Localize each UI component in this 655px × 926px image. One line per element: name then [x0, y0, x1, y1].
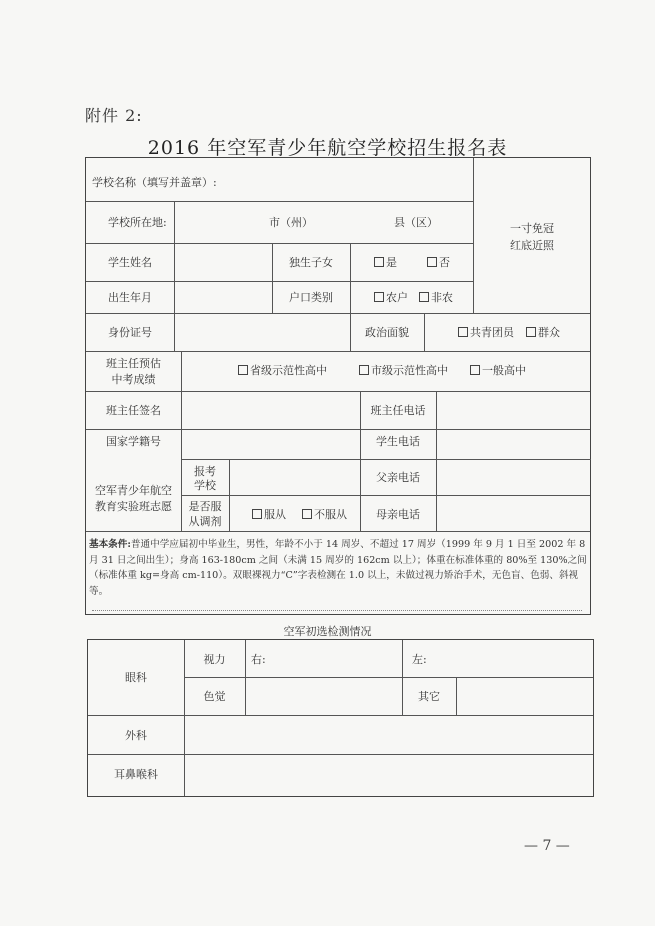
checkbox[interactable]: [374, 257, 384, 267]
col-divider: [181, 351, 182, 391]
political-label: 政治面貌: [365, 326, 409, 339]
col-divider: [424, 313, 425, 351]
checkbox[interactable]: [302, 509, 312, 519]
page-number: — 7 —: [524, 838, 570, 854]
row-divider: [86, 351, 590, 352]
photo-label: 红底近照: [510, 239, 554, 252]
conditions-text: 普通中学应届初中毕业生，男性，年龄不小于 14 周岁、不超过 17 周岁（1999 年 9 月 1 日至 2002 年 8 月 31 日之间出生）；身高 163-180cm 之间（未满 15 周岁的 162cm 以上）；体重在标准体重的 80%至 130%之间（标准体重 kg=身高 cm-110）。双眼裸视力“C”字表检测在 1.0 以上，未做过视力矫治手术，无色盲、色弱、斜视等。: [89, 539, 587, 597]
apply-school-label: 学校: [194, 479, 216, 492]
checkbox[interactable]: [374, 292, 384, 302]
student-phone-label: 学生电话: [376, 435, 420, 448]
ent-label: 耳鼻喉科: [114, 768, 158, 781]
grade-city[interactable]: 市级示范性高中: [359, 364, 448, 378]
col-divider: [174, 313, 175, 351]
attachment-label: 附件 2:: [85, 106, 143, 125]
father-phone-label: 父亲电话: [376, 471, 420, 484]
conditions-heading: 基本条件:: [89, 539, 131, 550]
hukou-rural[interactable]: 农户: [374, 291, 408, 305]
school-location-label: 学校所在地:: [108, 216, 167, 229]
other-label: 其它: [418, 690, 440, 703]
row-divider: [86, 201, 473, 202]
teacher-phone-label: 班主任电话: [370, 404, 426, 417]
hukou-label: 户口类别: [289, 291, 333, 304]
col-divider: [229, 459, 230, 531]
estimate-label: 中考成绩: [111, 373, 156, 386]
school-name-label: 学校名称（填写并盖章）:: [92, 176, 217, 189]
vision-label: 视力: [203, 653, 226, 666]
color-label: 色觉: [203, 690, 226, 703]
checkbox[interactable]: [458, 327, 468, 337]
surgery-label: 外科: [125, 729, 147, 742]
only-child-no[interactable]: 否: [427, 256, 450, 270]
row-divider: [181, 495, 360, 496]
col-divider: [350, 243, 351, 314]
checkbox[interactable]: [419, 292, 429, 302]
id-label: 身份证号: [108, 326, 152, 339]
adjust-label: 是否服: [188, 500, 222, 513]
adjust-label: 从调剂: [188, 515, 222, 528]
checkbox[interactable]: [252, 509, 262, 519]
right-eye-label: 右:: [251, 653, 266, 666]
row-divider: [360, 495, 590, 496]
row-divider: [181, 459, 591, 460]
row-divider: [86, 429, 590, 430]
teacher-sign-label: 班主任签名: [106, 404, 161, 417]
col-divider: [436, 391, 437, 531]
national-id-label: 国家学籍号: [106, 435, 161, 448]
registration-form: [85, 157, 591, 615]
row-divider: [86, 243, 473, 244]
checkbox[interactable]: [526, 327, 536, 337]
col-divider: [174, 201, 175, 314]
county-label: 县（区）: [394, 216, 438, 229]
col-divider: [402, 640, 403, 677]
only-child-label: 独生子女: [289, 256, 333, 269]
col-divider: [245, 640, 246, 715]
page-title: 2016 年空军青少年航空学校招生报名表: [147, 137, 508, 159]
col-divider: [456, 677, 457, 715]
checkbox[interactable]: [470, 365, 480, 375]
checkbox[interactable]: [238, 365, 248, 375]
mother-phone-label: 母亲电话: [376, 508, 420, 521]
row-divider: [88, 754, 593, 755]
adjust-obey[interactable]: 服从: [252, 508, 286, 522]
city-label: 市（州）: [269, 216, 313, 229]
wish-label: 教育实验班志愿: [95, 500, 172, 513]
political-league[interactable]: 共青团员: [458, 326, 514, 340]
photo-label: 一寸免冠: [510, 222, 554, 235]
grade-provincial[interactable]: 省级示范性高中: [238, 364, 327, 378]
political-masses[interactable]: 群众: [526, 326, 560, 340]
apply-school-label: 报考: [194, 465, 216, 478]
only-child-yes[interactable]: 是: [374, 256, 397, 270]
row-divider: [86, 281, 473, 282]
checkbox[interactable]: [359, 365, 369, 375]
hukou-nonrural[interactable]: 非农: [419, 291, 453, 305]
adjust-not-obey[interactable]: 不服从: [302, 508, 347, 522]
row-divider: [86, 391, 590, 392]
row-divider: [86, 531, 590, 532]
checkbox[interactable]: [427, 257, 437, 267]
birth-label: 出生年月: [108, 291, 152, 304]
estimate-label: 班主任预估: [106, 357, 161, 370]
row-divider: [86, 313, 590, 314]
screening-title: 空军初选检测情况: [283, 625, 372, 638]
screening-table: [87, 639, 594, 797]
basic-conditions: [89, 537, 589, 599]
student-name-label: 学生姓名: [108, 256, 152, 269]
cut-line: [92, 610, 582, 611]
wish-label: 空军青少年航空: [95, 484, 172, 497]
left-eye-label: 左:: [412, 653, 427, 666]
eye-label: 眼科: [125, 671, 147, 684]
grade-general[interactable]: 一般高中: [470, 364, 526, 378]
row-divider: [88, 715, 593, 716]
